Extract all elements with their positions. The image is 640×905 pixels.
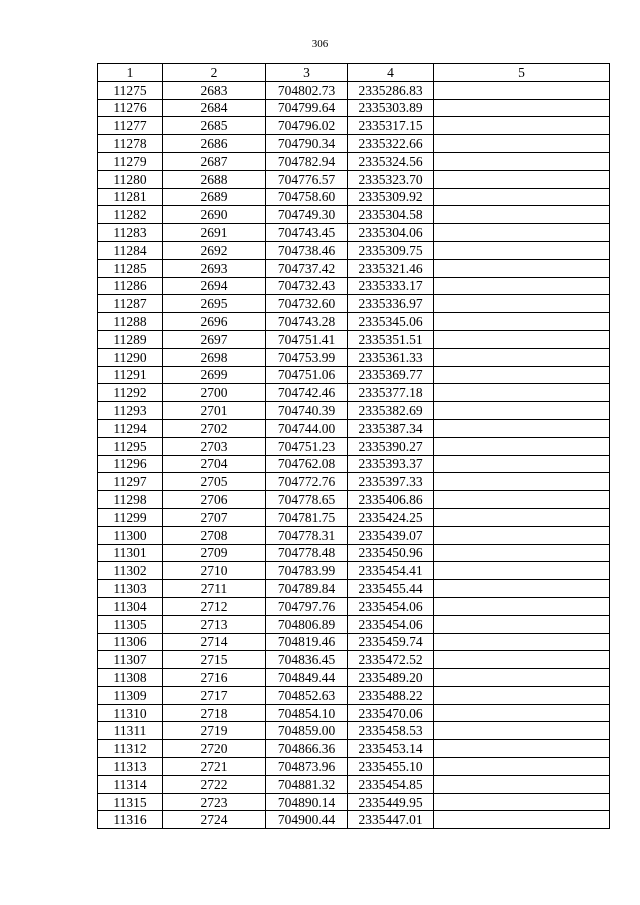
x-coordinate-cell: 704737.42: [266, 259, 348, 277]
y-coordinate-cell: 2335454.06: [348, 615, 434, 633]
notes-cell: [434, 241, 610, 259]
y-coordinate-cell: 2335450.96: [348, 544, 434, 562]
vertex-number-cell: 2691: [163, 224, 266, 242]
point-number-cell: 11307: [98, 651, 163, 669]
vertex-number-cell: 2698: [163, 348, 266, 366]
table-row: [98, 775, 610, 793]
table-row: [98, 491, 610, 509]
vertex-number-cell: 2723: [163, 793, 266, 811]
y-coordinate-cell: 2335304.58: [348, 206, 434, 224]
y-coordinate-cell: 2335361.33: [348, 348, 434, 366]
y-coordinate-cell: 2335455.10: [348, 758, 434, 776]
y-coordinate-cell: 2335369.77: [348, 366, 434, 384]
y-coordinate-cell: 2335387.34: [348, 419, 434, 437]
point-number-cell: 11298: [98, 491, 163, 509]
notes-cell: [434, 508, 610, 526]
y-coordinate-cell: 2335322.66: [348, 135, 434, 153]
point-number-cell: 11290: [98, 348, 163, 366]
point-number-cell: 11301: [98, 544, 163, 562]
point-number-cell: 11306: [98, 633, 163, 651]
vertex-number-cell: 2687: [163, 152, 266, 170]
table-row: [98, 99, 610, 117]
table-row: [98, 758, 610, 776]
notes-cell: [434, 348, 610, 366]
y-coordinate-cell: 2335324.56: [348, 152, 434, 170]
vertex-number-cell: 2701: [163, 402, 266, 420]
vertex-number-cell: 2704: [163, 455, 266, 473]
point-number-cell: 11313: [98, 758, 163, 776]
table-row: [98, 295, 610, 313]
table-row: [98, 562, 610, 580]
notes-cell: [434, 117, 610, 135]
vertex-number-cell: 2721: [163, 758, 266, 776]
y-coordinate-cell: 2335449.95: [348, 793, 434, 811]
x-coordinate-cell: 704806.89: [266, 615, 348, 633]
x-coordinate-cell: 704890.14: [266, 793, 348, 811]
vertex-number-cell: 2708: [163, 526, 266, 544]
point-number-cell: 11293: [98, 402, 163, 420]
point-number-cell: 11282: [98, 206, 163, 224]
notes-cell: [434, 206, 610, 224]
notes-cell: [434, 704, 610, 722]
column-header-2: 2: [163, 64, 266, 82]
y-coordinate-cell: 2335397.33: [348, 473, 434, 491]
point-number-cell: 11303: [98, 580, 163, 598]
vertex-number-cell: 2684: [163, 99, 266, 117]
point-number-cell: 11305: [98, 615, 163, 633]
notes-cell: [434, 419, 610, 437]
x-coordinate-cell: 704881.32: [266, 775, 348, 793]
x-coordinate-cell: 704772.76: [266, 473, 348, 491]
table-row: [98, 366, 610, 384]
x-coordinate-cell: 704758.60: [266, 188, 348, 206]
y-coordinate-cell: 2335454.06: [348, 597, 434, 615]
point-number-cell: 11292: [98, 384, 163, 402]
y-coordinate-cell: 2335323.70: [348, 170, 434, 188]
notes-cell: [434, 402, 610, 420]
x-coordinate-cell: 704732.43: [266, 277, 348, 295]
point-number-cell: 11316: [98, 811, 163, 829]
point-number-cell: 11289: [98, 330, 163, 348]
y-coordinate-cell: 2335453.14: [348, 740, 434, 758]
table-row: [98, 402, 610, 420]
table-row: [98, 348, 610, 366]
notes-cell: [434, 651, 610, 669]
x-coordinate-cell: 704854.10: [266, 704, 348, 722]
vertex-number-cell: 2714: [163, 633, 266, 651]
point-number-cell: 11286: [98, 277, 163, 295]
notes-cell: [434, 437, 610, 455]
x-coordinate-cell: 704873.96: [266, 758, 348, 776]
point-number-cell: 11287: [98, 295, 163, 313]
table-row: [98, 473, 610, 491]
y-coordinate-cell: 2335304.06: [348, 224, 434, 242]
vertex-number-cell: 2724: [163, 811, 266, 829]
point-number-cell: 11299: [98, 508, 163, 526]
vertex-number-cell: 2706: [163, 491, 266, 509]
x-coordinate-cell: 704789.84: [266, 580, 348, 598]
x-coordinate-cell: 704738.46: [266, 241, 348, 259]
column-header-3: 3: [266, 64, 348, 82]
x-coordinate-cell: 704740.39: [266, 402, 348, 420]
x-coordinate-cell: 704751.41: [266, 330, 348, 348]
notes-cell: [434, 758, 610, 776]
notes-cell: [434, 491, 610, 509]
x-coordinate-cell: 704751.06: [266, 366, 348, 384]
x-coordinate-cell: 704783.99: [266, 562, 348, 580]
x-coordinate-cell: 704900.44: [266, 811, 348, 829]
notes-cell: [434, 384, 610, 402]
vertex-number-cell: 2697: [163, 330, 266, 348]
table-row: [98, 170, 610, 188]
point-number-cell: 11288: [98, 313, 163, 331]
point-number-cell: 11276: [98, 99, 163, 117]
y-coordinate-cell: 2335455.44: [348, 580, 434, 598]
notes-cell: [434, 544, 610, 562]
y-coordinate-cell: 2335303.89: [348, 99, 434, 117]
notes-cell: [434, 170, 610, 188]
table-row: [98, 455, 610, 473]
point-number-cell: 11295: [98, 437, 163, 455]
y-coordinate-cell: 2335317.15: [348, 117, 434, 135]
x-coordinate-cell: 704819.46: [266, 633, 348, 651]
x-coordinate-cell: 704790.34: [266, 135, 348, 153]
vertex-number-cell: 2685: [163, 117, 266, 135]
point-number-cell: 11291: [98, 366, 163, 384]
point-number-cell: 11275: [98, 81, 163, 99]
notes-cell: [434, 473, 610, 491]
point-number-cell: 11284: [98, 241, 163, 259]
notes-cell: [434, 633, 610, 651]
vertex-number-cell: 2694: [163, 277, 266, 295]
x-coordinate-cell: 704744.00: [266, 419, 348, 437]
vertex-number-cell: 2709: [163, 544, 266, 562]
notes-cell: [434, 811, 610, 829]
table-row: [98, 793, 610, 811]
vertex-number-cell: 2700: [163, 384, 266, 402]
notes-cell: [434, 295, 610, 313]
table-row: [98, 384, 610, 402]
notes-cell: [434, 669, 610, 687]
x-coordinate-cell: 704778.31: [266, 526, 348, 544]
table-row: [98, 615, 610, 633]
x-coordinate-cell: 704778.48: [266, 544, 348, 562]
table-row: [98, 313, 610, 331]
table-row: [98, 811, 610, 829]
notes-cell: [434, 597, 610, 615]
point-number-cell: 11314: [98, 775, 163, 793]
notes-cell: [434, 188, 610, 206]
vertex-number-cell: 2695: [163, 295, 266, 313]
y-coordinate-cell: 2335472.52: [348, 651, 434, 669]
table-row: [98, 277, 610, 295]
x-coordinate-cell: 704753.99: [266, 348, 348, 366]
y-coordinate-cell: 2335321.46: [348, 259, 434, 277]
notes-cell: [434, 722, 610, 740]
notes-cell: [434, 775, 610, 793]
point-number-cell: 11311: [98, 722, 163, 740]
y-coordinate-cell: 2335286.83: [348, 81, 434, 99]
x-coordinate-cell: 704762.08: [266, 455, 348, 473]
y-coordinate-cell: 2335393.37: [348, 455, 434, 473]
x-coordinate-cell: 704799.64: [266, 99, 348, 117]
x-coordinate-cell: 704849.44: [266, 669, 348, 687]
x-coordinate-cell: 704796.02: [266, 117, 348, 135]
notes-cell: [434, 740, 610, 758]
point-number-cell: 11312: [98, 740, 163, 758]
notes-cell: [434, 135, 610, 153]
vertex-number-cell: 2689: [163, 188, 266, 206]
vertex-number-cell: 2719: [163, 722, 266, 740]
x-coordinate-cell: 704743.28: [266, 313, 348, 331]
point-number-cell: 11300: [98, 526, 163, 544]
point-number-cell: 11302: [98, 562, 163, 580]
vertex-number-cell: 2716: [163, 669, 266, 687]
y-coordinate-cell: 2335351.51: [348, 330, 434, 348]
notes-cell: [434, 526, 610, 544]
y-coordinate-cell: 2335309.92: [348, 188, 434, 206]
x-coordinate-cell: 704781.75: [266, 508, 348, 526]
vertex-number-cell: 2710: [163, 562, 266, 580]
table-row: [98, 188, 610, 206]
x-coordinate-cell: 704859.00: [266, 722, 348, 740]
y-coordinate-cell: 2335377.18: [348, 384, 434, 402]
y-coordinate-cell: 2335489.20: [348, 669, 434, 687]
vertex-number-cell: 2705: [163, 473, 266, 491]
vertex-number-cell: 2688: [163, 170, 266, 188]
y-coordinate-cell: 2335459.74: [348, 633, 434, 651]
notes-cell: [434, 562, 610, 580]
vertex-number-cell: 2703: [163, 437, 266, 455]
table-row: [98, 544, 610, 562]
table-row: [98, 206, 610, 224]
vertex-number-cell: 2693: [163, 259, 266, 277]
point-number-cell: 11310: [98, 704, 163, 722]
y-coordinate-cell: 2335458.53: [348, 722, 434, 740]
notes-cell: [434, 455, 610, 473]
vertex-number-cell: 2707: [163, 508, 266, 526]
vertex-number-cell: 2720: [163, 740, 266, 758]
vertex-number-cell: 2692: [163, 241, 266, 259]
table-row: [98, 135, 610, 153]
y-coordinate-cell: 2335470.06: [348, 704, 434, 722]
table-header-row: [98, 64, 610, 82]
point-number-cell: 11281: [98, 188, 163, 206]
table-body: [98, 81, 610, 828]
vertex-number-cell: 2696: [163, 313, 266, 331]
table-row: [98, 526, 610, 544]
y-coordinate-cell: 2335447.01: [348, 811, 434, 829]
x-coordinate-cell: 704751.23: [266, 437, 348, 455]
table-row: [98, 508, 610, 526]
table-row: [98, 152, 610, 170]
x-coordinate-cell: 704797.76: [266, 597, 348, 615]
x-coordinate-cell: 704852.63: [266, 686, 348, 704]
vertex-number-cell: 2711: [163, 580, 266, 598]
vertex-number-cell: 2690: [163, 206, 266, 224]
table-row: [98, 330, 610, 348]
y-coordinate-cell: 2335345.06: [348, 313, 434, 331]
x-coordinate-cell: 704776.57: [266, 170, 348, 188]
x-coordinate-cell: 704743.45: [266, 224, 348, 242]
vertex-number-cell: 2683: [163, 81, 266, 99]
y-coordinate-cell: 2335454.41: [348, 562, 434, 580]
point-number-cell: 11309: [98, 686, 163, 704]
vertex-number-cell: 2722: [163, 775, 266, 793]
table-row: [98, 580, 610, 598]
x-coordinate-cell: 704836.45: [266, 651, 348, 669]
table-row: [98, 437, 610, 455]
notes-cell: [434, 224, 610, 242]
x-coordinate-cell: 704802.73: [266, 81, 348, 99]
point-number-cell: 11315: [98, 793, 163, 811]
y-coordinate-cell: 2335336.97: [348, 295, 434, 313]
coordinates-table: [97, 63, 610, 829]
point-number-cell: 11278: [98, 135, 163, 153]
table-row: [98, 669, 610, 687]
y-coordinate-cell: 2335382.69: [348, 402, 434, 420]
vertex-number-cell: 2699: [163, 366, 266, 384]
point-number-cell: 11285: [98, 259, 163, 277]
notes-cell: [434, 152, 610, 170]
vertex-number-cell: 2717: [163, 686, 266, 704]
vertex-number-cell: 2718: [163, 704, 266, 722]
table-row: [98, 81, 610, 99]
vertex-number-cell: 2713: [163, 615, 266, 633]
y-coordinate-cell: 2335406.86: [348, 491, 434, 509]
notes-cell: [434, 793, 610, 811]
vertex-number-cell: 2712: [163, 597, 266, 615]
notes-cell: [434, 259, 610, 277]
point-number-cell: 11283: [98, 224, 163, 242]
y-coordinate-cell: 2335488.22: [348, 686, 434, 704]
notes-cell: [434, 313, 610, 331]
vertex-number-cell: 2702: [163, 419, 266, 437]
notes-cell: [434, 366, 610, 384]
notes-cell: [434, 580, 610, 598]
point-number-cell: 11279: [98, 152, 163, 170]
column-header-4: 4: [348, 64, 434, 82]
vertex-number-cell: 2715: [163, 651, 266, 669]
point-number-cell: 11294: [98, 419, 163, 437]
column-header-5: 5: [434, 64, 610, 82]
point-number-cell: 11280: [98, 170, 163, 188]
x-coordinate-cell: 704778.65: [266, 491, 348, 509]
table-row: [98, 686, 610, 704]
notes-cell: [434, 81, 610, 99]
table-row: [98, 651, 610, 669]
x-coordinate-cell: 704866.36: [266, 740, 348, 758]
x-coordinate-cell: 704782.94: [266, 152, 348, 170]
table-row: [98, 419, 610, 437]
x-coordinate-cell: 704742.46: [266, 384, 348, 402]
y-coordinate-cell: 2335333.17: [348, 277, 434, 295]
y-coordinate-cell: 2335439.07: [348, 526, 434, 544]
x-coordinate-cell: 704732.60: [266, 295, 348, 313]
point-number-cell: 11304: [98, 597, 163, 615]
y-coordinate-cell: 2335424.25: [348, 508, 434, 526]
point-number-cell: 11308: [98, 669, 163, 687]
table-row: [98, 633, 610, 651]
x-coordinate-cell: 704749.30: [266, 206, 348, 224]
table-row: [98, 597, 610, 615]
table-row: [98, 704, 610, 722]
column-header-1: 1: [98, 64, 163, 82]
table-row: [98, 224, 610, 242]
vertex-number-cell: 2686: [163, 135, 266, 153]
table-row: [98, 117, 610, 135]
table-row: [98, 241, 610, 259]
y-coordinate-cell: 2335390.27: [348, 437, 434, 455]
table-row: [98, 722, 610, 740]
table-row: [98, 740, 610, 758]
point-number-cell: 11277: [98, 117, 163, 135]
point-number-cell: 11296: [98, 455, 163, 473]
notes-cell: [434, 277, 610, 295]
point-number-cell: 11297: [98, 473, 163, 491]
page-number: 306: [311, 38, 329, 50]
notes-cell: [434, 686, 610, 704]
y-coordinate-cell: 2335309.75: [348, 241, 434, 259]
y-coordinate-cell: 2335454.85: [348, 775, 434, 793]
table-row: [98, 259, 610, 277]
notes-cell: [434, 99, 610, 117]
notes-cell: [434, 330, 610, 348]
notes-cell: [434, 615, 610, 633]
